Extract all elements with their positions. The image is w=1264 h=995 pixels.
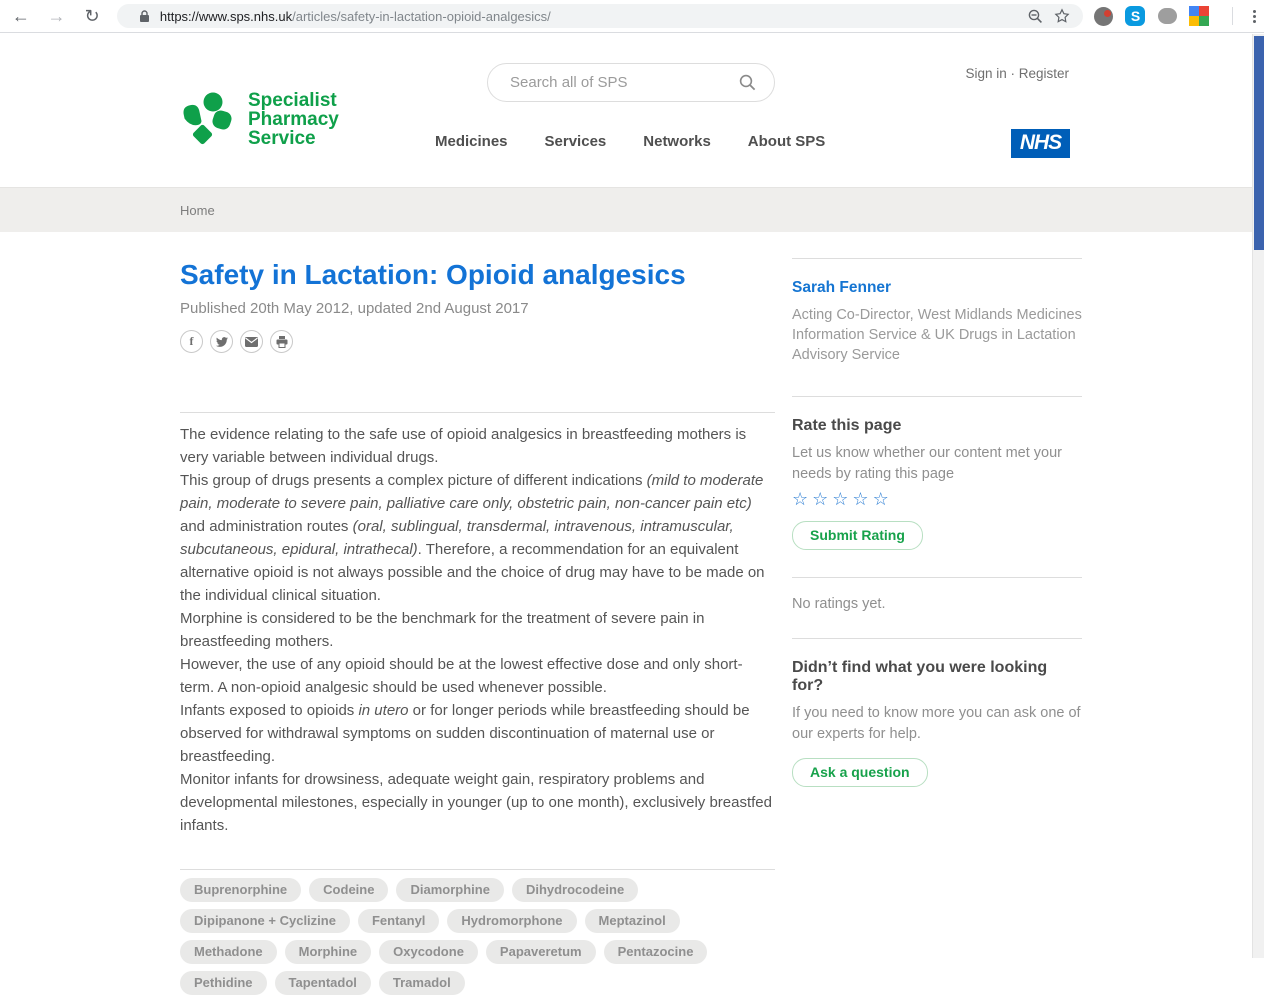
- main-nav: [435, 133, 825, 150]
- url-path: /articles/safety-in-lactation-opioid-analgesics/: [292, 8, 551, 24]
- article-paragraph: The evidence relating to the safe use of opioid analgesics in breastfeeding mothers is very variable between individual drugs.: [180, 426, 747, 466]
- tags-top-rule: [180, 869, 775, 870]
- lock-icon: [139, 10, 150, 23]
- browser-toolbar: [0, 0, 1264, 33]
- toolbar-separator: [1232, 7, 1233, 25]
- tag-pill[interactable]: Dipipanone + Cyclizine: [180, 909, 350, 933]
- ask-question-block: [792, 659, 1082, 787]
- account-links[interactable]: [965, 66, 1069, 81]
- bookmark-star-icon[interactable]: [1049, 5, 1075, 27]
- sidebar: [792, 232, 1082, 995]
- facebook-share-icon[interactable]: f: [180, 330, 203, 353]
- tag-pill[interactable]: Buprenorphine: [180, 878, 301, 902]
- author-role: Acting Co-Director, West Midlands Medicines Information Service & UK Drugs in Lactation Advisory Service: [792, 307, 1082, 363]
- article-column: [180, 232, 775, 995]
- url-host: https://www.sps.nhs.uk: [159, 8, 293, 24]
- sps-logo[interactable]: [180, 91, 339, 149]
- extension-icon[interactable]: [1093, 6, 1114, 27]
- article-paragraph: This group of drugs presents a complex picture of different indications (mild to moderate pain, moderate to severe pain, palliative care only, obstetric pain, non-cancer pain etc) and administration routes (oral, sublingual, transdermal, intravenous, intramuscular, subcutaneous, epidural, intrathecal). Therefore, a recommendation for an equivalent alternative opioid is not always possible and the choice of drug may have to be made on the individual clinical situation.: [180, 472, 765, 604]
- tag-pill[interactable]: Pentazocine: [604, 940, 708, 964]
- sidebar-rule: [792, 258, 1082, 259]
- article-top-rule: [180, 412, 775, 413]
- tag-pill[interactable]: Hydromorphone: [447, 909, 576, 933]
- tag-pill[interactable]: Codeine: [309, 878, 388, 902]
- author-name-link[interactable]: Sarah Fenner: [792, 279, 892, 296]
- address-bar[interactable]: [117, 4, 1083, 28]
- nav-item-medicines[interactable]: Medicines: [435, 133, 508, 150]
- content-area: [0, 232, 1252, 995]
- tag-pill[interactable]: Morphine: [285, 940, 372, 964]
- extensions-area: [1093, 6, 1264, 27]
- rate-heading: Rate this page: [792, 417, 902, 434]
- article-paragraph: However, the use of any opioid should be at the lowest effective dose and only short-term. A non-opioid analgesic should be used whenever possible.: [180, 656, 743, 696]
- scrollbar-thumb[interactable]: [1254, 36, 1264, 250]
- forward-icon[interactable]: →: [47, 5, 66, 26]
- tag-pill[interactable]: Methadone: [180, 940, 277, 964]
- print-share-icon[interactable]: [270, 330, 293, 353]
- tag-pill[interactable]: Tapentadol: [275, 971, 371, 995]
- search-input[interactable]: [488, 74, 739, 91]
- search-icon[interactable]: [739, 74, 756, 91]
- article-paragraph: Monitor infants for drowsiness, adequate weight gain, respiratory problems and developmental milestones, especially in younger (up to one month), exclusively breastfed infants.: [180, 771, 772, 834]
- tag-pill[interactable]: Meptazinol: [585, 909, 680, 933]
- rating-star-icon[interactable]: ☆: [852, 489, 869, 509]
- browser-menu-icon[interactable]: [1253, 10, 1256, 23]
- rating-stars: [792, 490, 1082, 508]
- web-page: [0, 34, 1252, 990]
- site-search[interactable]: [487, 63, 775, 102]
- tag-pill[interactable]: Oxycodone: [379, 940, 478, 964]
- tag-pill[interactable]: Papaveretum: [486, 940, 596, 964]
- ask-description: If you need to know more you can ask one of our experts for help.: [792, 705, 1081, 742]
- rating-star-icon[interactable]: ☆: [832, 489, 849, 509]
- submit-rating-button[interactable]: Submit Rating: [792, 521, 923, 550]
- page-scrollbar[interactable]: [1252, 34, 1264, 958]
- page-title: Safety in Lactation: Opioid analgesics: [180, 259, 686, 290]
- tag-pill[interactable]: Dihydrocodeine: [512, 878, 638, 902]
- skype-icon[interactable]: S: [1125, 6, 1146, 27]
- nav-item-services[interactable]: Services: [544, 133, 607, 150]
- article-paragraph: Infants exposed to opioids in utero or for longer periods while breastfeeding should be observed for withdrawal symptoms on sudden discontinuation of maternal use or breastfeeding.: [180, 702, 750, 765]
- share-buttons: [180, 330, 775, 353]
- speech-bubble-icon[interactable]: [1157, 6, 1178, 27]
- twitter-share-icon[interactable]: [210, 330, 233, 353]
- rating-star-icon[interactable]: ☆: [872, 489, 889, 509]
- url-text[interactable]: [160, 9, 1023, 24]
- tag-pill[interactable]: Diamorphine: [396, 878, 503, 902]
- article-paragraph: Morphine is considered to be the benchmark for the treatment of severe pain in breastfeeding mothers.: [180, 610, 705, 650]
- reload-icon[interactable]: ↻: [84, 5, 100, 26]
- sidebar-rule: [792, 638, 1082, 639]
- sidebar-rule: [792, 396, 1082, 397]
- site-header: [0, 34, 1252, 187]
- published-date: Published 20th May 2012, updated 2nd August 2017: [180, 300, 529, 317]
- sps-logo-text: Specialist Pharmacy Service: [248, 90, 339, 149]
- rating-star-icon[interactable]: ☆: [812, 489, 829, 509]
- rate-description: Let us know whether our content met your needs by rating this page: [792, 445, 1063, 482]
- tag-pill[interactable]: Fentanyl: [358, 909, 439, 933]
- nav-item-about-sps[interactable]: About SPS: [747, 133, 826, 150]
- rating-block: [792, 417, 1082, 550]
- nav-item-networks[interactable]: Networks: [643, 133, 711, 150]
- author-block: [792, 279, 1082, 365]
- back-icon[interactable]: ←: [11, 5, 30, 26]
- google-extension-icon[interactable]: [1189, 6, 1210, 27]
- sps-logo-icon: [180, 91, 238, 149]
- rating-status: No ratings yet.: [792, 596, 886, 612]
- email-share-icon[interactable]: [240, 330, 263, 353]
- tag-pill[interactable]: Tramadol: [379, 971, 465, 995]
- rating-star-icon[interactable]: ☆: [792, 489, 809, 509]
- ask-question-button[interactable]: Ask a question: [792, 758, 928, 787]
- nhs-logo[interactable]: NHS: [1011, 129, 1070, 158]
- sidebar-rule: [792, 577, 1082, 578]
- tag-pill[interactable]: Pethidine: [180, 971, 267, 995]
- ask-heading: Didn’t find what you were looking for?: [792, 659, 1048, 694]
- article-body: [180, 423, 775, 837]
- breadcrumb-home[interactable]: Home: [180, 202, 215, 218]
- breadcrumb-band: [0, 187, 1252, 232]
- tag-list: [180, 878, 780, 995]
- signin-register-links[interactable]: Sign in · Register: [965, 66, 1069, 81]
- zoom-out-icon[interactable]: [1023, 5, 1049, 27]
